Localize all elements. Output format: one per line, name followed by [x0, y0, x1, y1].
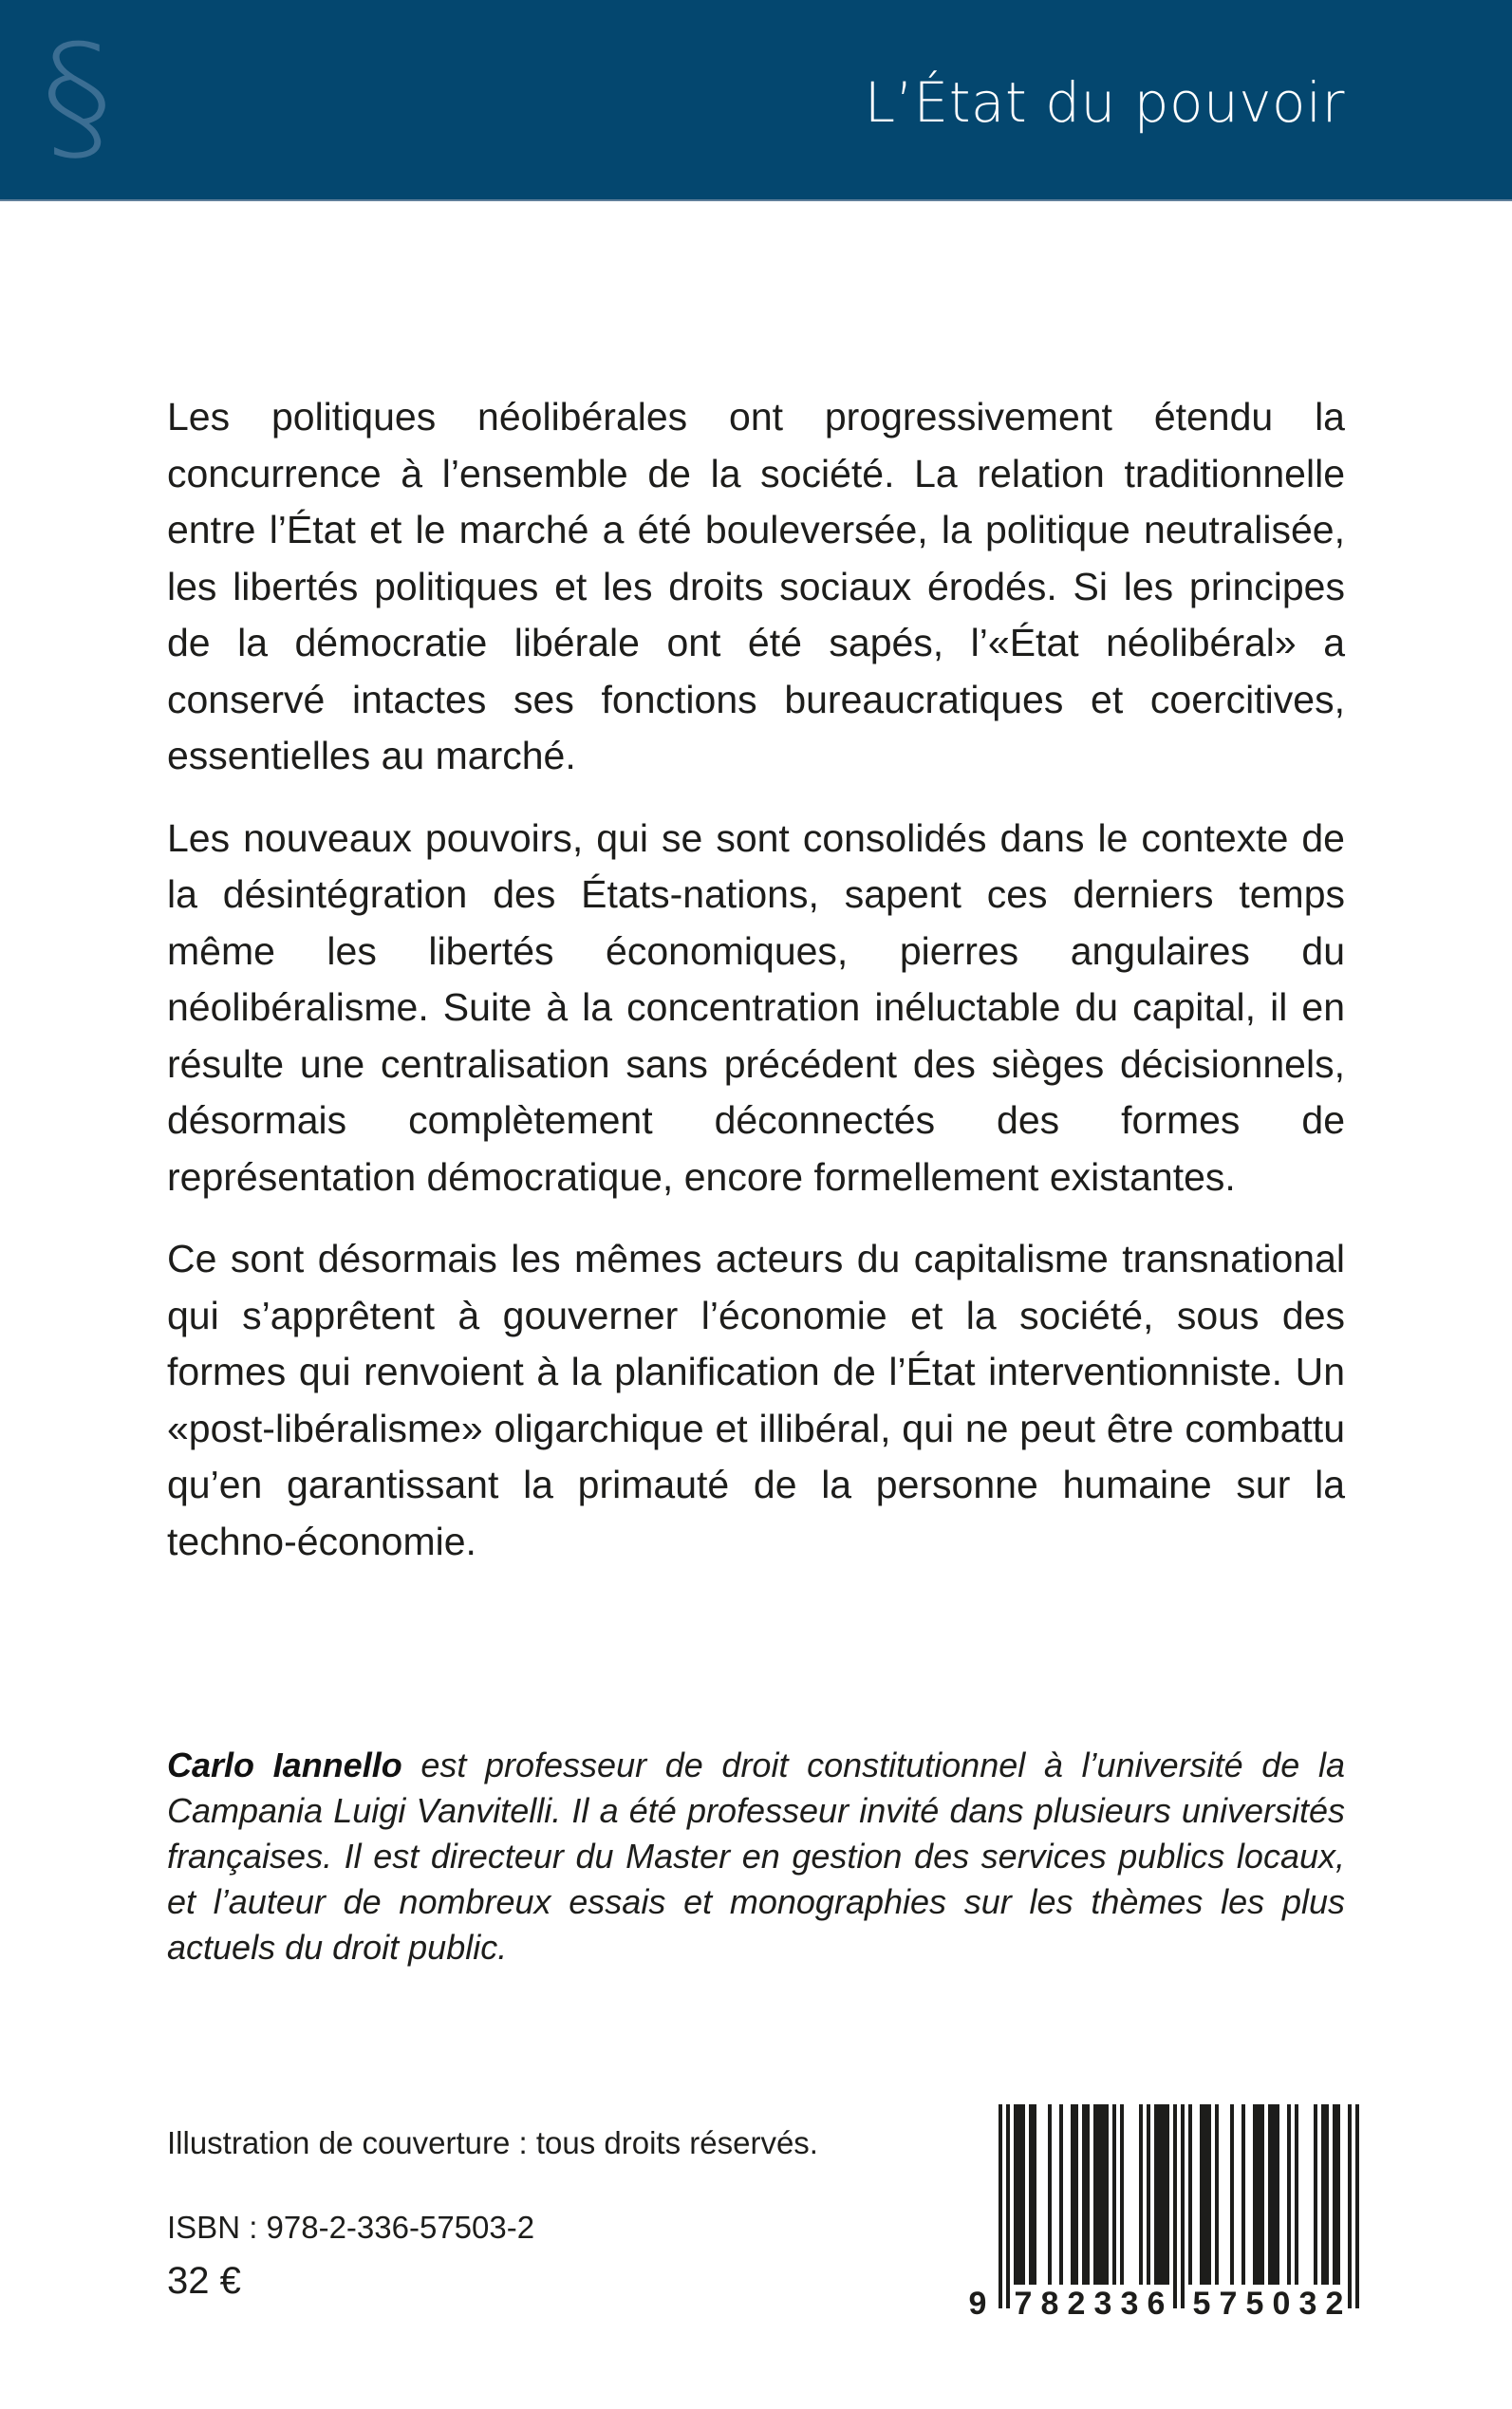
svg-text:5: 5	[1192, 2286, 1211, 2321]
svg-text:2: 2	[1325, 2286, 1344, 2321]
svg-text:3: 3	[1093, 2286, 1112, 2321]
svg-text:3: 3	[1120, 2286, 1139, 2321]
svg-text:9: 9	[968, 2286, 987, 2321]
summary-paragraph-1: Les politiques néolibérales ont progressivement étendu la concurrence à l’ensemble de la société. La relation traditionnelle entre l’État et le marché a été bouleversée, la politique neutralisée, les libertés politiques et les droits sociaux érodés. Si les principes de la démocratie libérale ont été sapés, l’«État néolibéral» a conservé intactes ses fonctions bureaucratiques et coercitives, essentielles au marché.	[167, 395, 1345, 777]
summary-paragraph-2: Les nouveaux pouvoirs, qui se sont consolidés dans le contexte de la désintégration des États-nations, sapent ces derniers temps même les libertés économiques, pierres angulaires du néolibéralisme. Suite à la concentration inéluctable du capital, il en résulte une centralisation sans précédent des sièges décisionnels, désormais complètement déconnectés des formes de représentation démocratique, encore formellement existantes.	[167, 815, 1345, 1199]
author-bio-text: est professeur de droit constitutionnel à l’université de la Campania Luigi Vanvitelli. Il a été professeur invité dans plusieurs universités françaises. Il est directeur du Master en gestion des services publics locaux, et l’auteur de nombreux essais et monographies sur les thèmes les plus actuels du droit public.	[167, 1746, 1345, 1967]
section-sign-icon: §	[42, 15, 113, 180]
author-bio	[167, 1743, 1345, 1970]
price-label: 32 €	[167, 2260, 241, 2302]
svg-text:5: 5	[1245, 2286, 1264, 2321]
svg-text:6: 6	[1147, 2286, 1166, 2321]
book-summary	[167, 389, 1345, 1596]
barcode-icon	[949, 2098, 1367, 2321]
svg-text:2: 2	[1067, 2286, 1086, 2321]
illustration-credit: Illustration de couverture : tous droits réservés.	[167, 2125, 818, 2160]
svg-text:0: 0	[1272, 2286, 1291, 2321]
cover-header-band	[0, 0, 1512, 201]
isbn-label: ISBN : 978-2-336-57503-2	[167, 2210, 535, 2245]
svg-text:8: 8	[1040, 2286, 1059, 2321]
author-name: Carlo Iannello	[167, 1746, 402, 1784]
svg-text:7: 7	[1219, 2286, 1238, 2321]
svg-text:3: 3	[1298, 2286, 1317, 2321]
summary-paragraph-3: Ce sont désormais les mêmes acteurs du capitalisme transnational qui s’apprêtent à gouverner l’économie et la société, sous des formes qui renvoient à la planification de l’État interventionniste. Un «post-libéralisme» oligarchique et illibéral, qui ne peut être combattu qu’en garantissant la primauté de la personne humaine sur la techno-économie.	[167, 1237, 1345, 1563]
series-title: L’État du pouvoir	[864, 70, 1345, 135]
svg-text:7: 7	[1014, 2286, 1033, 2321]
